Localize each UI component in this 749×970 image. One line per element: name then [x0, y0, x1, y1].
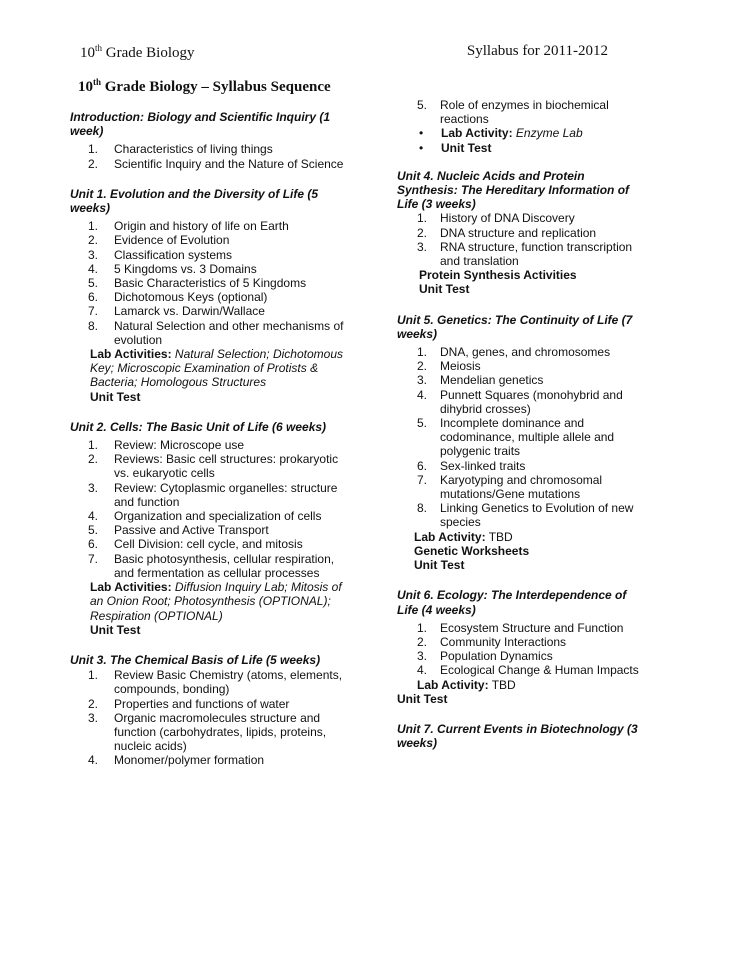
genetic-worksheets: Genetic Worksheets — [414, 543, 530, 558]
unit4-section — [397, 169, 647, 297]
unit5-section — [397, 313, 647, 573]
unit-test: Unit Test — [90, 622, 141, 637]
list-item: 4. 5 Kingdoms vs. 3 Domains — [88, 261, 257, 276]
list-item: 3. Population Dynamics — [417, 649, 553, 664]
list-item: 2. Meiosis — [417, 359, 481, 374]
unit3-continued — [397, 98, 647, 155]
list-item: 4. Monomer/polymer formation — [88, 753, 265, 768]
list-item: 6. Dichotomous Keys (optional) — [88, 290, 268, 305]
section-heading: Unit 1. Evolution and the Diversity of Life (5 weeks) — [70, 186, 319, 216]
list-item: 3. Review: Cytoplasmic organelles: structure and function — [88, 480, 338, 509]
list-item: 1. Characteristics of living things — [88, 142, 273, 157]
topic-list — [70, 219, 352, 347]
unit-test: Unit Test — [419, 282, 470, 297]
list-item: 8. Natural Selection and other mechanisms of evolution — [88, 318, 344, 347]
section-heading: Unit 6. Ecology: The Interdependence of Life (4 weeks) — [397, 588, 627, 617]
list-item: 2. DNA structure and replication — [417, 225, 597, 240]
intro-section — [70, 110, 352, 171]
list-item: 1. Ecosystem Structure and Function — [417, 620, 624, 635]
unit6-section — [397, 588, 647, 706]
section-heading: Unit 2. Cells: The Basic Unit of Life (6 weeks) — [70, 419, 327, 434]
section-heading: Unit 5. Genetics: The Continuity of Life (7 weeks) — [397, 312, 633, 341]
list-item: 5. Incomplete dominance and codominance, multiple allele and polygenic traits — [417, 416, 615, 459]
unit7-section — [397, 722, 647, 750]
list-item: 1. DNA, genes, and chromosomes — [417, 345, 611, 360]
lab-activities: Lab Activities: Natural Selection; Dichotomous Key; Microscopic Examination of Protists & Bacteria; Homologous Structures — [90, 347, 343, 390]
list-item: 1. Review: Microscope use — [88, 438, 245, 453]
list-item: 3. Classification systems — [88, 247, 233, 262]
list-item: 3. Organic macromolecules structure and function (carbohydrates, lipids, proteins, nucleic acids) — [88, 710, 327, 754]
list-item: 3. Mendelian genetics — [417, 373, 544, 388]
topic-list — [397, 621, 647, 678]
page-title: 10th Grade Biology – Syllabus Sequence — [78, 77, 331, 95]
running-header-left: 10th Grade Biology — [80, 43, 195, 61]
section-heading: Introduction: Biology and Scientific Inquiry (1 week) — [70, 110, 331, 139]
list-item: 6. Sex-linked traits — [417, 458, 526, 473]
lab-activity: Lab Activity: TBD — [414, 529, 513, 544]
list-item: • Lab Activity: Enzyme Lab — [397, 126, 647, 140]
unit1-section — [70, 187, 352, 404]
left-column — [70, 110, 352, 784]
topic-list — [70, 142, 352, 170]
lab-activity: Lab Activity: TBD — [417, 677, 516, 692]
list-item: 5. Basic Characteristics of 5 Kingdoms — [88, 276, 307, 291]
list-item: 3. RNA structure, function transcription and translation — [417, 239, 633, 269]
list-item: 2. Reviews: Basic cell structures: prokaryotic vs. eukaryotic cells — [88, 452, 339, 481]
list-item: 7. Basic photosynthesis, cellular respiration, and fermentation as cellular processes — [88, 551, 335, 580]
section-heading: Unit 7. Current Events in Biotechnology (3 weeks) — [397, 721, 638, 751]
list-item: 2. Evidence of Evolution — [88, 233, 230, 248]
list-item: 2. Scientific Inquiry and the Nature of Science — [88, 156, 344, 171]
unit-test: Unit Test — [414, 558, 465, 573]
topic-list — [70, 438, 352, 580]
list-item: 7. Karyotyping and chromosomal mutations/Gene mutations — [417, 472, 603, 502]
topic-list — [70, 668, 352, 767]
list-item: 4. Organization and specialization of cells — [88, 509, 322, 524]
unit-test: Unit Test — [90, 389, 141, 404]
lab-activities: Lab Activities: Diffusion Inquiry Lab; Mitosis of an Onion Root; Photosynthesis (OPTIONAL); Respiration (OPTIONAL) — [90, 580, 342, 623]
list-item: 2. Properties and functions of water — [88, 696, 290, 711]
list-item: 4. Punnett Squares (monohybrid and dihybrid crosses) — [417, 387, 623, 416]
running-header-right: Syllabus for 2011-2012 — [466, 43, 608, 59]
right-column — [397, 98, 647, 766]
list-item: • Unit Test — [397, 141, 647, 155]
section-heading: Unit 3. The Chemical Basis of Life (5 weeks) — [70, 652, 321, 667]
list-item: 1. Review Basic Chemistry (atoms, elements, compounds, bonding) — [88, 668, 343, 697]
list-item: 6. Cell Division: cell cycle, and mitosis — [88, 537, 303, 552]
list-item: 2. Community Interactions — [417, 634, 567, 649]
topic-list — [397, 98, 647, 126]
bullet-list — [397, 126, 647, 154]
list-item: 1. History of DNA Discovery — [417, 211, 575, 226]
topic-list — [397, 211, 647, 268]
unit2-section — [70, 420, 352, 637]
list-item: 4. Ecological Change & Human Impacts — [417, 663, 639, 678]
list-item: 7. Lamarck vs. Darwin/Wallace — [88, 304, 265, 319]
list-item: 1. Origin and history of life on Earth — [88, 219, 289, 234]
unit-test: Unit Test — [397, 691, 448, 706]
unit3-section — [70, 653, 352, 768]
list-item: 5. Role of enzymes in biochemical reactions — [417, 98, 609, 127]
section-heading: Unit 4. Nucleic Acids and Protein Synthesis: The Hereditary Information of Life (3 weeks) — [397, 168, 630, 212]
topic-list — [397, 345, 647, 530]
list-item: 8. Linking Genetics to Evolution of new species — [417, 501, 634, 530]
list-item: 5. Passive and Active Transport — [88, 523, 269, 538]
protein-synthesis-activities: Protein Synthesis Activities — [419, 268, 577, 283]
